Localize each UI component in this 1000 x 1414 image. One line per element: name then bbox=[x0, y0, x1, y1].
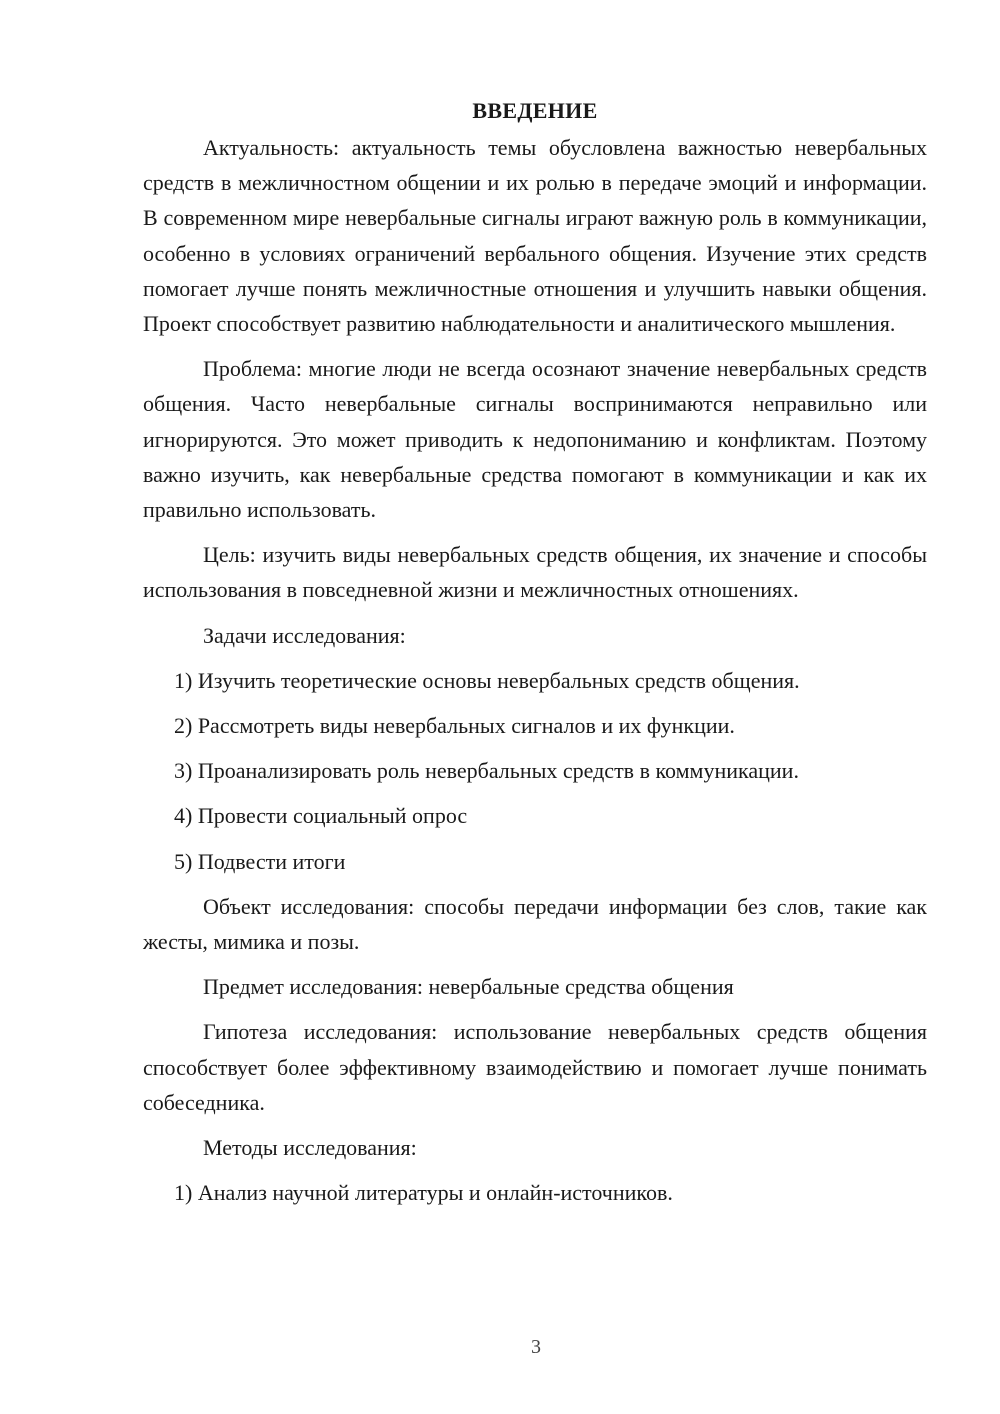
methods-heading: Методы исследования: bbox=[203, 1135, 417, 1161]
tasks-list bbox=[143, 663, 927, 879]
problem-paragraph: Проблема: многие люди не всегда осознают значение невербальных средств общения. Часто невербальные сигналы воспринимаются неправильно или игнорируются. Это может приводить к недопониманию и конфликтам. Поэтому важно изучить, как невербальные средства помогают в коммуникации и как их правильно использовать. bbox=[143, 356, 927, 523]
relevance-paragraph: Актуальность: актуальность темы обусловлена важностью невербальных средств в межличностном общении и их ролью в передаче эмоций и информации. В современном мире невербальные сигналы играют важную роль в коммуникации, особенно в условиях ограничений вербального общения. Изучение этих средств помогает лучше понять межличностные отношения и улучшить навыки общения. Проект способствует развитию наблюдательности и аналитического мышления. bbox=[143, 135, 927, 337]
page-number: 3 bbox=[531, 1336, 541, 1358]
list-item: 2) Рассмотреть виды невербальных сигналов и их функции. bbox=[174, 713, 735, 739]
methods-list bbox=[143, 1175, 927, 1210]
list-item: 4) Провести социальный опрос bbox=[174, 803, 468, 829]
tasks-heading: Задачи исследования: bbox=[203, 622, 406, 648]
section-title: ВВЕДЕНИЕ bbox=[472, 98, 598, 123]
object-paragraph: Объект исследования: способы передачи информации без слов, такие как жесты, мимика и позы. bbox=[143, 893, 927, 955]
page-content bbox=[143, 96, 927, 1220]
list-item: 1) Анализ научной литературы и онлайн-источников. bbox=[174, 1180, 673, 1206]
hypothesis-paragraph: Гипотеза исследования: использование невербальных средств общения способствует более эффективному взаимодействию и помогает лучше понимать собеседника. bbox=[143, 1019, 927, 1115]
list-item: 5) Подвести итоги bbox=[174, 848, 346, 874]
goal-paragraph: Цель: изучить виды невербальных средств общения, их значение и способы использования в повседневной жизни и межличностных отношениях. bbox=[143, 542, 927, 603]
subject-paragraph: Предмет исследования: невербальные средства общения bbox=[203, 974, 734, 1000]
list-item: 3) Проанализировать роль невербальных средств в коммуникации. bbox=[174, 758, 799, 784]
list-item: 1) Изучить теоретические основы невербальных средств общения. bbox=[174, 667, 800, 693]
